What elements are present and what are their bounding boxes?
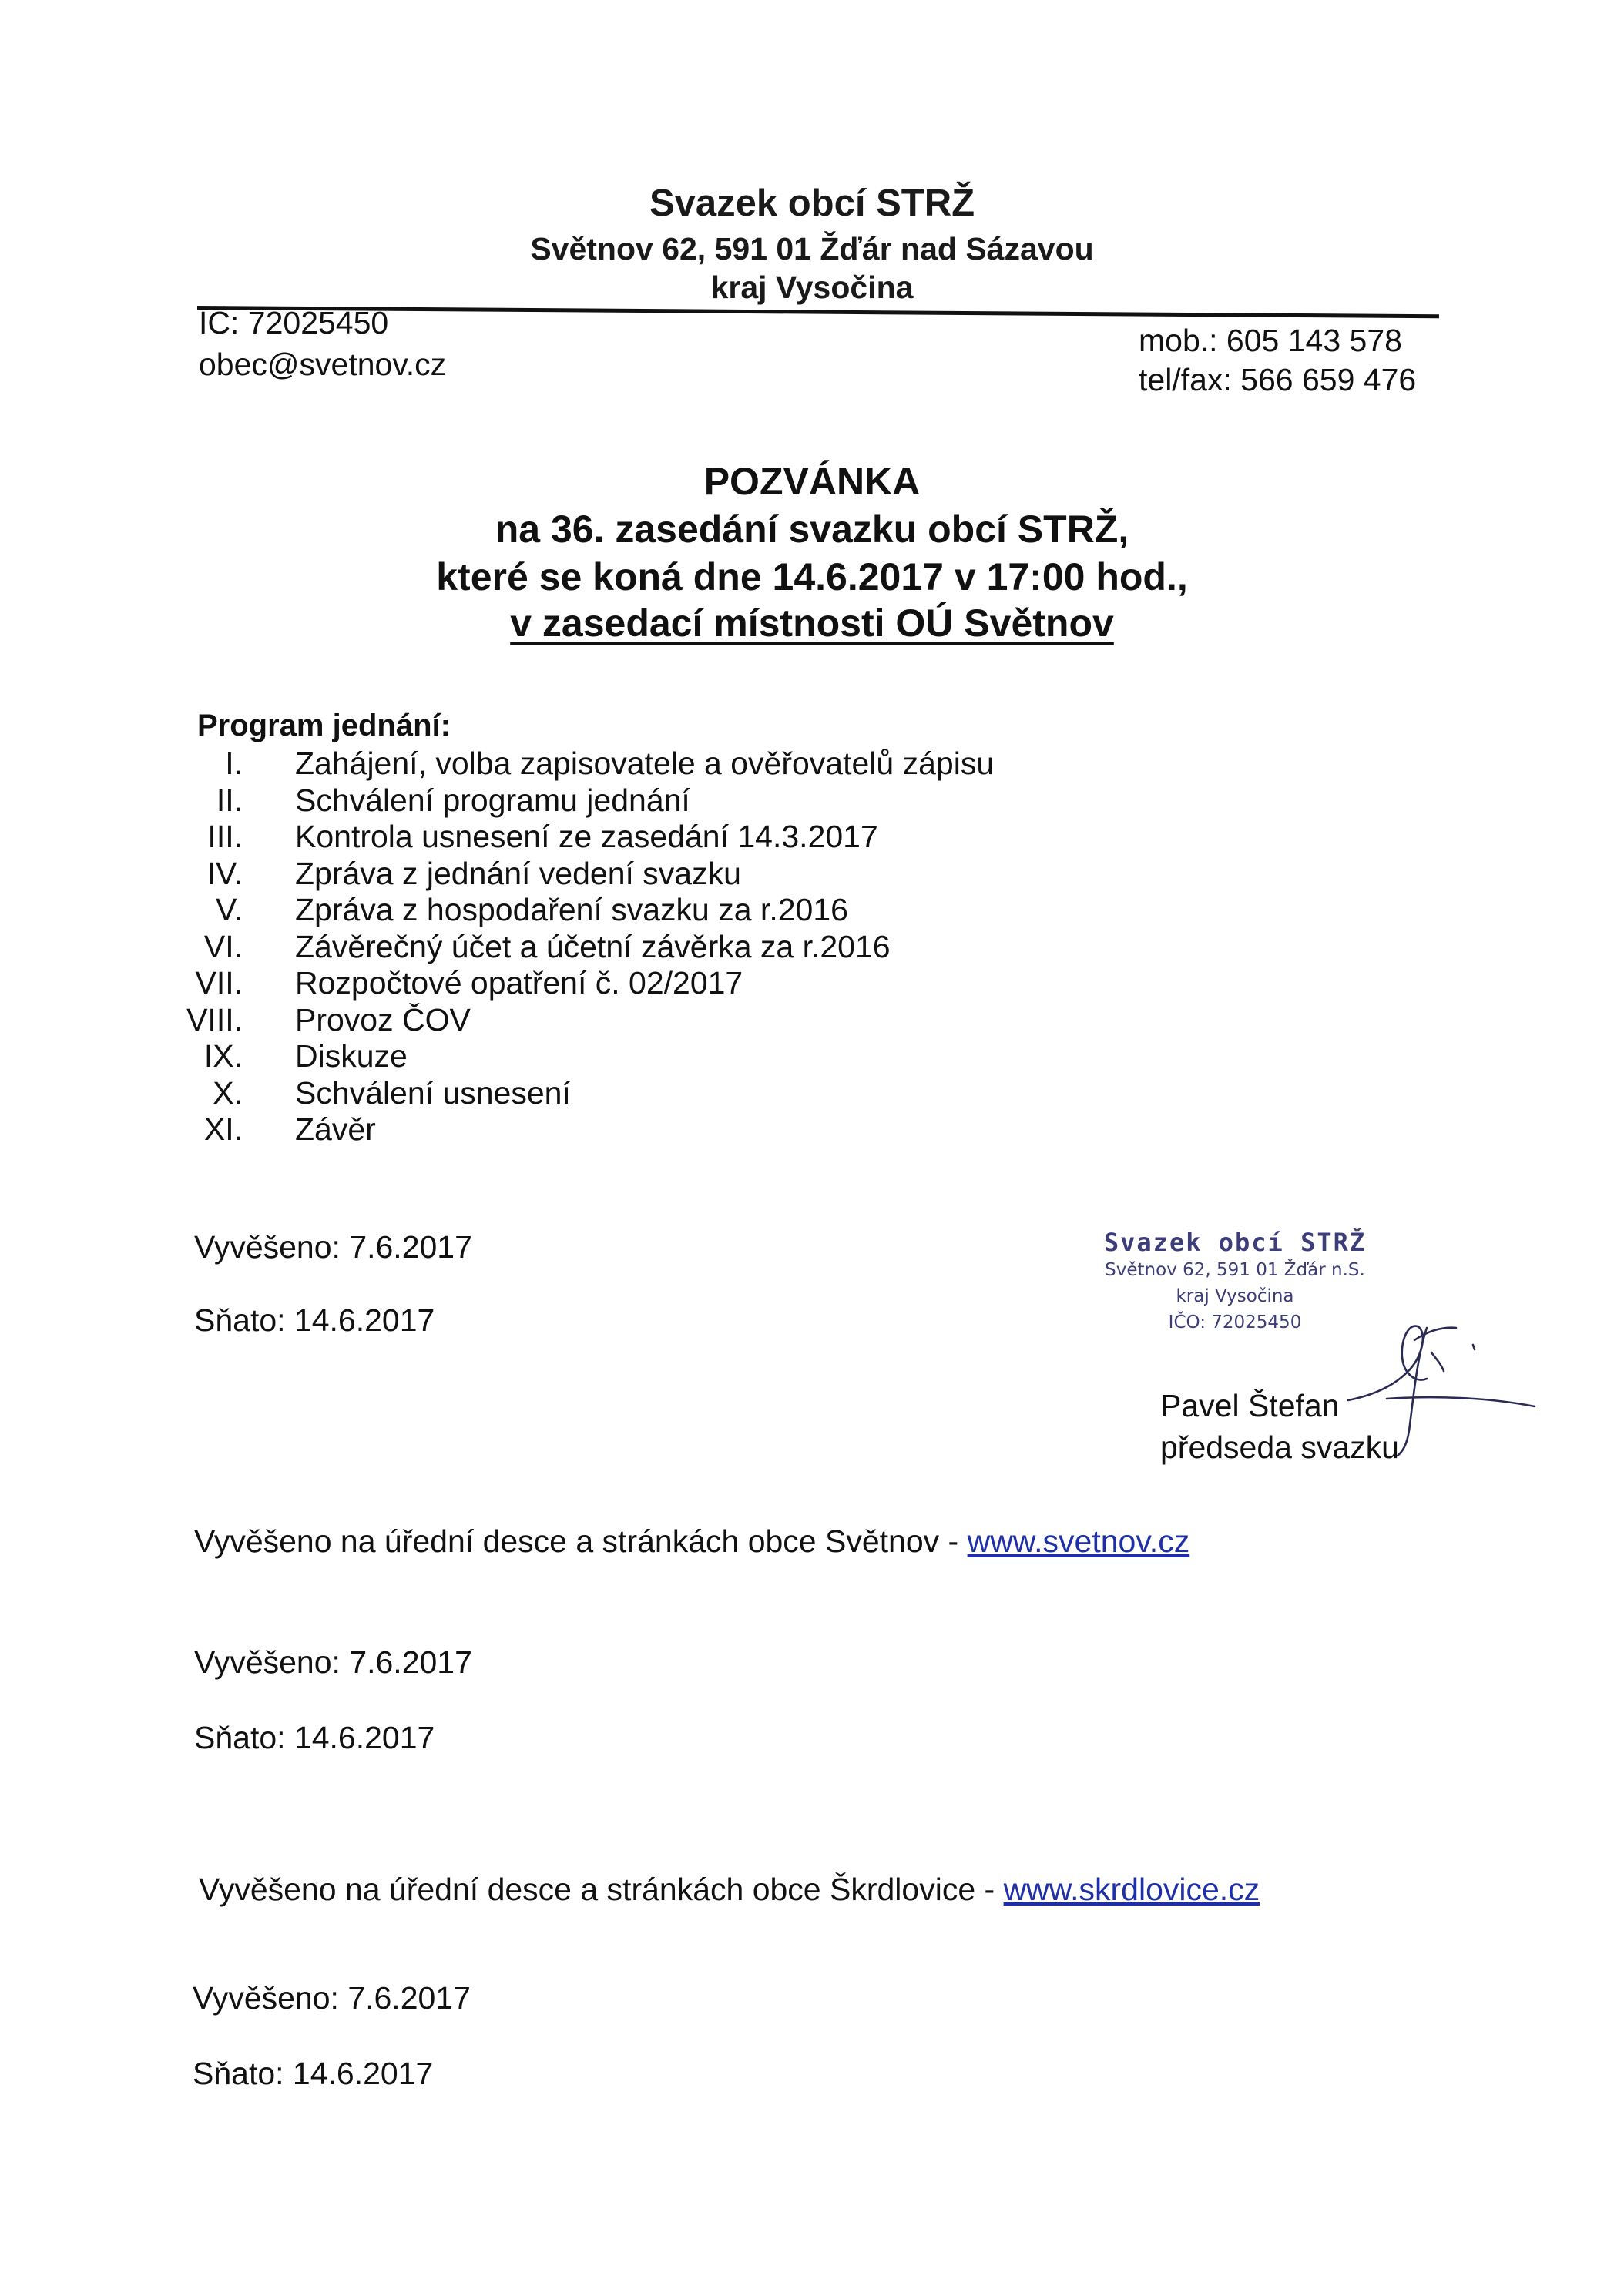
program-item-number: XI. <box>203 1111 243 1147</box>
program-item <box>154 819 878 856</box>
program-item <box>154 855 741 893</box>
posted-date: Vyvěšeno: 7.6.2017 <box>194 1229 472 1265</box>
skrdlovice-removed-date: Sňato: 14.6.2017 <box>193 2056 434 2091</box>
program-item-text: Provoz ČOV <box>295 1001 471 1037</box>
program-item-number: V. <box>216 892 243 927</box>
stamp-region: kraj Vysočina <box>1176 1286 1294 1306</box>
program-item-number: I. <box>225 746 243 781</box>
program-item <box>154 1038 408 1075</box>
organization-region: kraj Vysočina <box>710 270 914 305</box>
organization-name: Svazek obcí STRŽ <box>649 183 975 224</box>
program-item <box>154 892 848 929</box>
program-item-number: IX. <box>203 1038 243 1074</box>
program-item-number: III. <box>207 819 243 854</box>
program-item-text: Diskuze <box>295 1038 408 1074</box>
program-item <box>154 928 891 966</box>
signer-role: předseda svazku <box>1160 1430 1399 1465</box>
notice-svetnov-text: Vyvěšeno na úřední desce a stránkách obce Světnov - <box>194 1523 968 1559</box>
program-item <box>154 965 743 1002</box>
skrdlovice-posted-date: Vyvěšeno: 7.6.2017 <box>193 1980 471 2016</box>
notice-skrdlovice <box>199 1872 1260 1908</box>
stamp-ico: IČO: 72025450 <box>1168 1312 1302 1332</box>
program-item-number: IV. <box>206 855 243 891</box>
program-item-text: Rozpočtové opatření č. 02/2017 <box>295 965 743 1001</box>
program-item-number: VI. <box>203 928 243 964</box>
invitation-title: POZVÁNKA <box>703 460 921 503</box>
program-item <box>154 782 690 820</box>
stamp-address: Světnov 62, 591 01 Žďár n.S. <box>1105 1260 1365 1280</box>
invitation-line-2: které se koná dne 14.6.2017 v 17:00 hod., <box>436 555 1188 598</box>
program-item-number: II. <box>216 782 243 818</box>
program-item <box>154 746 995 783</box>
removed-date: Sňato: 14.6.2017 <box>194 1302 435 1338</box>
program-item <box>154 1111 376 1148</box>
mobile-number: mob.: 605 143 578 <box>1139 323 1402 358</box>
svetnov-removed-date: Sňato: 14.6.2017 <box>194 1720 435 1755</box>
program-title: Program jednání: <box>197 709 451 742</box>
official-stamp <box>1092 1228 1377 1336</box>
program-item-text: Zpráva z jednání vedení svazku <box>295 855 741 891</box>
signer-name: Pavel Štefan <box>1160 1388 1340 1423</box>
stamp-organization-name: Svazek obcí STRŽ <box>1103 1228 1367 1257</box>
invitation-line-3 <box>0 601 1624 645</box>
program-item <box>154 1001 471 1039</box>
program-list <box>154 746 995 1148</box>
program-item-text: Zpráva z hospodaření svazku za r.2016 <box>295 892 848 927</box>
program-item-number: VIII. <box>186 1001 243 1037</box>
email-address: obec@svetnov.cz <box>199 347 447 382</box>
program-item-text: Kontrola usnesení ze zasedání 14.3.2017 <box>295 819 878 854</box>
program-item-text: Závěrečný účet a účetní závěrka za r.2016 <box>295 928 891 964</box>
company-id: IČ: 72025450 <box>199 305 389 340</box>
meeting-location: v zasedací místnosti OÚ Světnov <box>510 602 1114 645</box>
skrdlovice-website-link[interactable]: www.skrdlovice.cz <box>1003 1872 1260 1907</box>
organization-address: Světnov 62, 591 01 Žďár nad Sázavou <box>530 231 1094 266</box>
program-item <box>154 1074 571 1112</box>
notice-skrdlovice-text: Vyvěšeno na úřední desce a stránkách obce Škrdlovice - <box>199 1872 1004 1907</box>
program-item-text: Schválení usnesení <box>295 1074 571 1111</box>
svetnov-website-link[interactable]: www.svetnov.cz <box>967 1523 1190 1559</box>
program-item-text: Schválení programu jednání <box>295 782 690 818</box>
notice-svetnov <box>194 1523 1189 1560</box>
program-item-text: Zahájení, volba zapisovatele a ověřovatelů zápisu <box>295 746 995 781</box>
program-item-text: Závěr <box>295 1111 376 1147</box>
program-item-number: VII. <box>195 965 243 1001</box>
svetnov-posted-date: Vyvěšeno: 7.6.2017 <box>194 1644 472 1680</box>
invitation-line-1: na 36. zasedání svazku obcí STRŽ, <box>495 508 1129 551</box>
program-item-number: X. <box>213 1074 243 1111</box>
tel-fax-number: tel/fax: 566 659 476 <box>1139 362 1417 397</box>
